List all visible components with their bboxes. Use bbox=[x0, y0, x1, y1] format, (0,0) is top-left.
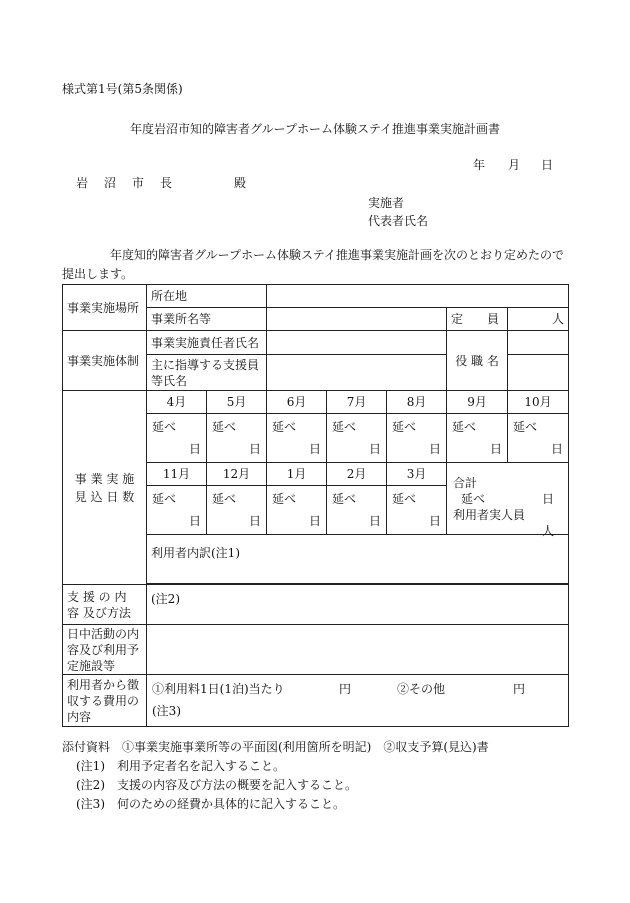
address-label: 所在地 bbox=[147, 285, 267, 308]
note-1: (注1) 利用予定者名を記入すること。 bbox=[76, 759, 285, 773]
office-name-field[interactable] bbox=[267, 308, 447, 331]
total-cell[interactable] bbox=[447, 463, 569, 538]
days-cell[interactable]: 延べ 日 bbox=[207, 414, 267, 463]
address-field[interactable] bbox=[267, 285, 569, 308]
month-header: 5月 bbox=[207, 391, 267, 414]
supporter-field[interactable] bbox=[267, 355, 447, 391]
days-cell[interactable]: 延べ 日 bbox=[508, 414, 569, 463]
month-header: 11月 bbox=[147, 463, 207, 486]
total-day-unit: 日 bbox=[542, 492, 555, 506]
total-label: 合計 bbox=[453, 476, 478, 490]
fee-yen1: 円 bbox=[339, 682, 352, 696]
note-3: (注3) 何のための経費か具体的に記入すること。 bbox=[76, 797, 345, 811]
days-cell[interactable]: 延べ 日 bbox=[147, 486, 207, 535]
total-cumulative: 延べ bbox=[461, 492, 486, 506]
manager-label: 事業実施責任者氏名 bbox=[147, 331, 267, 355]
days-cell[interactable]: 延べ 日 bbox=[267, 486, 327, 535]
month-header: 6月 bbox=[267, 391, 327, 414]
representative-label: 代表者氏名 bbox=[368, 214, 429, 228]
attachments: 添付資料 ①事業実施事業所等の平面図(利用箇所を明記) ②収支予算(見込)書 bbox=[62, 740, 489, 754]
month-header: 7月 bbox=[327, 391, 387, 414]
days-cell[interactable]: 延べ 日 bbox=[327, 414, 387, 463]
month-header: 9月 bbox=[447, 391, 508, 414]
days-cell[interactable]: 延べ 日 bbox=[387, 414, 447, 463]
month-header: 12月 bbox=[207, 463, 267, 486]
fee-note: (注3) bbox=[152, 704, 181, 718]
support-label: 支 援 の 内 容 及び方法 bbox=[63, 585, 147, 625]
plan-form-table bbox=[62, 284, 569, 727]
addressee: 岩 沼 市 長 殿 bbox=[76, 176, 249, 190]
date-year: 年 bbox=[473, 158, 486, 172]
month-header: 2月 bbox=[327, 463, 387, 486]
manager-position-field[interactable] bbox=[508, 331, 569, 355]
actual-users-label: 利用者実人員 bbox=[453, 508, 526, 522]
position-label: 役 職 名 bbox=[447, 331, 508, 391]
user-breakdown-cell[interactable] bbox=[147, 535, 569, 584]
date-month: 月 bbox=[508, 158, 521, 172]
fee-yen2: 円 bbox=[513, 682, 526, 696]
office-name-label: 事業所名等 bbox=[147, 308, 267, 331]
place-label: 事業実施場所 bbox=[63, 285, 147, 331]
month-header: 8月 bbox=[387, 391, 447, 414]
days-label: 事 業 実 施 見 込 日 数 bbox=[63, 391, 147, 585]
user-breakdown-label: 利用者内訳(注1) bbox=[151, 546, 240, 560]
system-label: 事業実施体制 bbox=[63, 331, 147, 391]
capacity-field[interactable] bbox=[508, 308, 569, 331]
month-header: 3月 bbox=[387, 463, 447, 486]
daytime-field[interactable] bbox=[147, 625, 569, 675]
implementer-label: 実施者 bbox=[368, 196, 405, 210]
form-number: 様式第1号(第5条関係) bbox=[62, 82, 183, 96]
manager-field[interactable] bbox=[267, 331, 447, 355]
capacity-label: 定 員 bbox=[447, 308, 508, 331]
month-header: 1月 bbox=[267, 463, 327, 486]
days-cell[interactable]: 延べ 日 bbox=[387, 486, 447, 535]
fee-label: 利用者から徴収する費用の内容 bbox=[63, 675, 147, 727]
support-note: (注2) bbox=[151, 592, 180, 606]
month-header: 4月 bbox=[147, 391, 207, 414]
intro-text: 年度知的障害者グループホーム体験ステイ推進事業実施計画を次のとおり定めたので提出します。 bbox=[62, 248, 564, 281]
month-header: 10月 bbox=[508, 391, 569, 414]
days-cell[interactable]: 延べ 日 bbox=[147, 414, 207, 463]
supporter-label: 主に指導する支援員等氏名 bbox=[147, 355, 267, 391]
days-cell[interactable]: 延べ 日 bbox=[267, 414, 327, 463]
honorific: 殿 bbox=[234, 176, 249, 190]
document-title: 年度岩沼市知的障害者グループホーム体験ステイ推進事業実施計画書 bbox=[130, 122, 500, 136]
days-cell[interactable]: 延べ 日 bbox=[447, 414, 508, 463]
days-cell[interactable]: 延べ 日 bbox=[327, 486, 387, 535]
daytime-label: 日中活動の内容及び利用予定施設等 bbox=[63, 625, 147, 675]
supporter-position-field[interactable] bbox=[508, 355, 569, 391]
note-2: (注2) 支援の内容及び方法の概要を記入すること。 bbox=[76, 778, 358, 792]
fee-item1: ①利用料1日(1泊)当たり bbox=[152, 682, 285, 696]
person-unit: 人 bbox=[542, 524, 555, 538]
fee-item2: ②その他 bbox=[397, 682, 446, 696]
days-cell[interactable]: 延べ 日 bbox=[207, 486, 267, 535]
support-field[interactable] bbox=[147, 585, 569, 625]
capacity-unit: 人 bbox=[552, 312, 565, 326]
date-day: 日 bbox=[541, 158, 554, 172]
fee-field[interactable] bbox=[147, 675, 569, 727]
